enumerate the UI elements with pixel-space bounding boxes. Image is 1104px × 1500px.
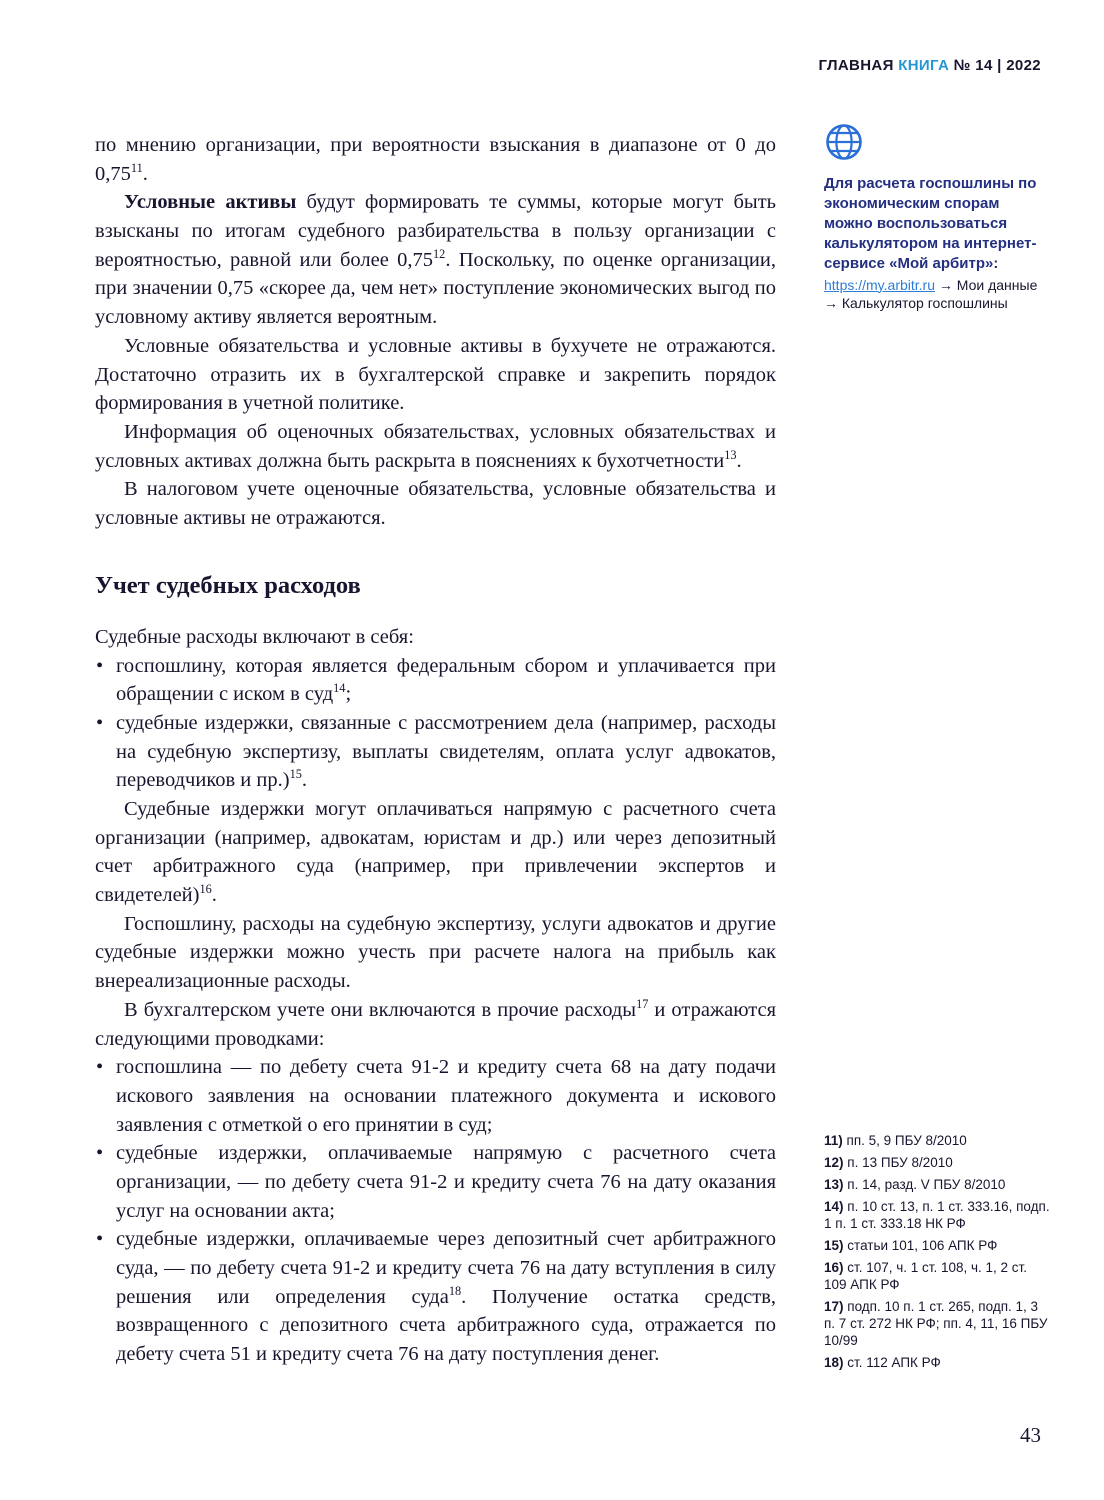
article-body [95, 131, 776, 1369]
list-item [95, 1139, 776, 1225]
globe-icon [824, 122, 864, 162]
footnote-text: п. 14, разд. V ПБУ 8/2010 [847, 1177, 1006, 1192]
footnote-number: 18) [824, 1355, 844, 1370]
bullet-icon: • [96, 1142, 104, 1165]
footnote-number: 11) [824, 1133, 843, 1148]
list-item-text: госпошлина — по дебету счета 91-2 и кредиту счета 68 на дату подачи искового заявления на основании платежного документа и искового заявления с отметкой о его принятии в суд; [116, 1056, 776, 1136]
paragraph: Условные активы будут формировать те суммы, которые могут быть взысканы по итогам судебного разбирательства в пользу организации с вероятностью, равной или более 0,75$^{12}$. Поскольку, по оценке организации, при значении 0,75 «скорее да, чем нет» поступление экономических выгод по условному активу является вероятным. [95, 191, 777, 329]
footnote-text: ст. 112 АПК РФ [847, 1355, 941, 1370]
footnote-text: подп. 10 п. 1 ст. 265, подп. 1, 3 п. 7 ст. 272 НК РФ; пп. 4, 11, 16 ПБУ 10/99 [824, 1299, 1048, 1348]
list-item [95, 652, 776, 709]
sidebar-note-path [824, 276, 1044, 314]
paragraph: Госпошлину, расходы на судебную экспертизу, услуги адвокатов и другие судебные издержки можно учесть при расчете налога на прибыль как внереализационные расходы. [95, 912, 776, 993]
arbitr-link[interactable]: https://my.arbitr.ru [824, 276, 935, 293]
sidebar-note-text: Для расчета госпошлины по экономическим спорам можно воспользоваться калькулятором на интернет-сервисе «Мой арбитр»: [824, 175, 1037, 272]
paragraph: Условные обязательства и условные активы в бухучете не отражаются. Достаточно отразить их в бухгалтерской справке и закрепить порядок формирования в учетной политике. [95, 334, 776, 415]
footnote-text: п. 10 ст. 13, п. 1 ст. 333.16, подп. 1 п. 1 ст. 333.18 НК РФ [824, 1199, 1050, 1231]
bullet-icon: • [96, 711, 104, 734]
footnote-text: ст. 107, ч. 1 ст. 108, ч. 1, 2 ст. 109 АПК РФ [824, 1260, 1027, 1292]
section-heading: Учет судебных расходов [95, 571, 361, 599]
footnote-number: 12) [824, 1155, 844, 1170]
list-item-text: судебные издержки, оплачиваемые через депозитный счет арбитражного суда, — по дебету счета 91-2 и кредиту счета 76 на дату вступления в силу решения или определения суда$^{18}$. Получение остатка средств, возвращенного с депозитного счета арбитражного суда, отражается по дебету счета 51 и кредиту счета 76 на дату поступления денег. [116, 1228, 777, 1366]
footnote-number: 14) [824, 1199, 844, 1214]
footnote-text: статьи 101, 106 АПК РФ [847, 1238, 998, 1253]
page-number: 43 [1020, 1423, 1041, 1447]
list-item [95, 709, 776, 795]
paragraph: по мнению организации, при вероятности взыскания в диапазоне от 0 до 0,75$^{11}$. [95, 134, 776, 185]
bullet-icon: • [96, 1228, 104, 1251]
list-item-text: судебные издержки, связанные с рассмотрением дела (например, расходы на судебную экспертизу, выплаты свидетелям, оплата услуг адвокатов, переводчиков и пр.)$^{15}$. [116, 711, 776, 792]
page-header [819, 57, 1042, 74]
footnote-text: п. 13 ПБУ 8/2010 [847, 1155, 953, 1170]
paragraph: Судебные расходы включают в себя: [95, 625, 414, 648]
footnote-item [824, 1132, 1052, 1149]
footnote-item [824, 1237, 1052, 1254]
list-item [95, 1053, 776, 1139]
list-item [95, 1225, 776, 1368]
footnote-number: 15) [824, 1238, 844, 1253]
footnote-item [824, 1198, 1052, 1232]
magazine-title-dark: ГЛАВНАЯ [818, 57, 899, 74]
bullet-icon: • [96, 654, 104, 677]
issue-number: № 14 | 2022 [949, 57, 1041, 74]
footnote-item [824, 1154, 1052, 1171]
footnote-item [824, 1176, 1052, 1193]
paragraph: В бухгалтерском учете они включаются в прочие расходы$^{17}$ и отражаются следующими проводками: [95, 997, 776, 1050]
footnote-number: 17) [824, 1299, 844, 1314]
footnote-item [824, 1298, 1052, 1349]
footnote-text: пп. 5, 9 ПБУ 8/2010 [846, 1133, 967, 1148]
paragraph: Информация об оценочных обязательствах, условных обязательствах и условных активах должна быть раскрыта в пояснениях к бухотчетности$^{13}$. [95, 420, 776, 472]
link-path-text: → Мои данные → Калькулятор госпошлины [824, 276, 1038, 312]
paragraph: Судебные издержки могут оплачиваться напрямую с расчетного счета организации (например, адвокатам, юристам и др.) или через депозитный счет арбитражного суда (например, при привлечении экспертов и свидетелей)$^{16}$. [95, 798, 776, 907]
paragraph: В налоговом учете оценочные обязательства, условные обязательства и условные активы не отражаются. [95, 478, 776, 529]
footnote-item [824, 1259, 1052, 1293]
bullet-icon: • [96, 1056, 104, 1079]
list-item-text: судебные издержки, оплачиваемые напрямую с расчетного счета организации, — по дебету счета 91-2 и кредиту счета 76 на дату оказания услуг на основании акта; [116, 1142, 776, 1222]
footnote-number: 16) [824, 1260, 844, 1275]
sidebar-note [824, 122, 1044, 313]
footnotes-list [824, 1132, 1052, 1376]
list-item-text: госпошлину, которая является федеральным сбором и уплачивается при обращении с иском в суд$^{14}$; [116, 654, 776, 706]
magazine-title-blue: КНИГА [898, 57, 950, 74]
footnote-number: 13) [824, 1177, 844, 1192]
footnote-item [824, 1354, 1052, 1371]
